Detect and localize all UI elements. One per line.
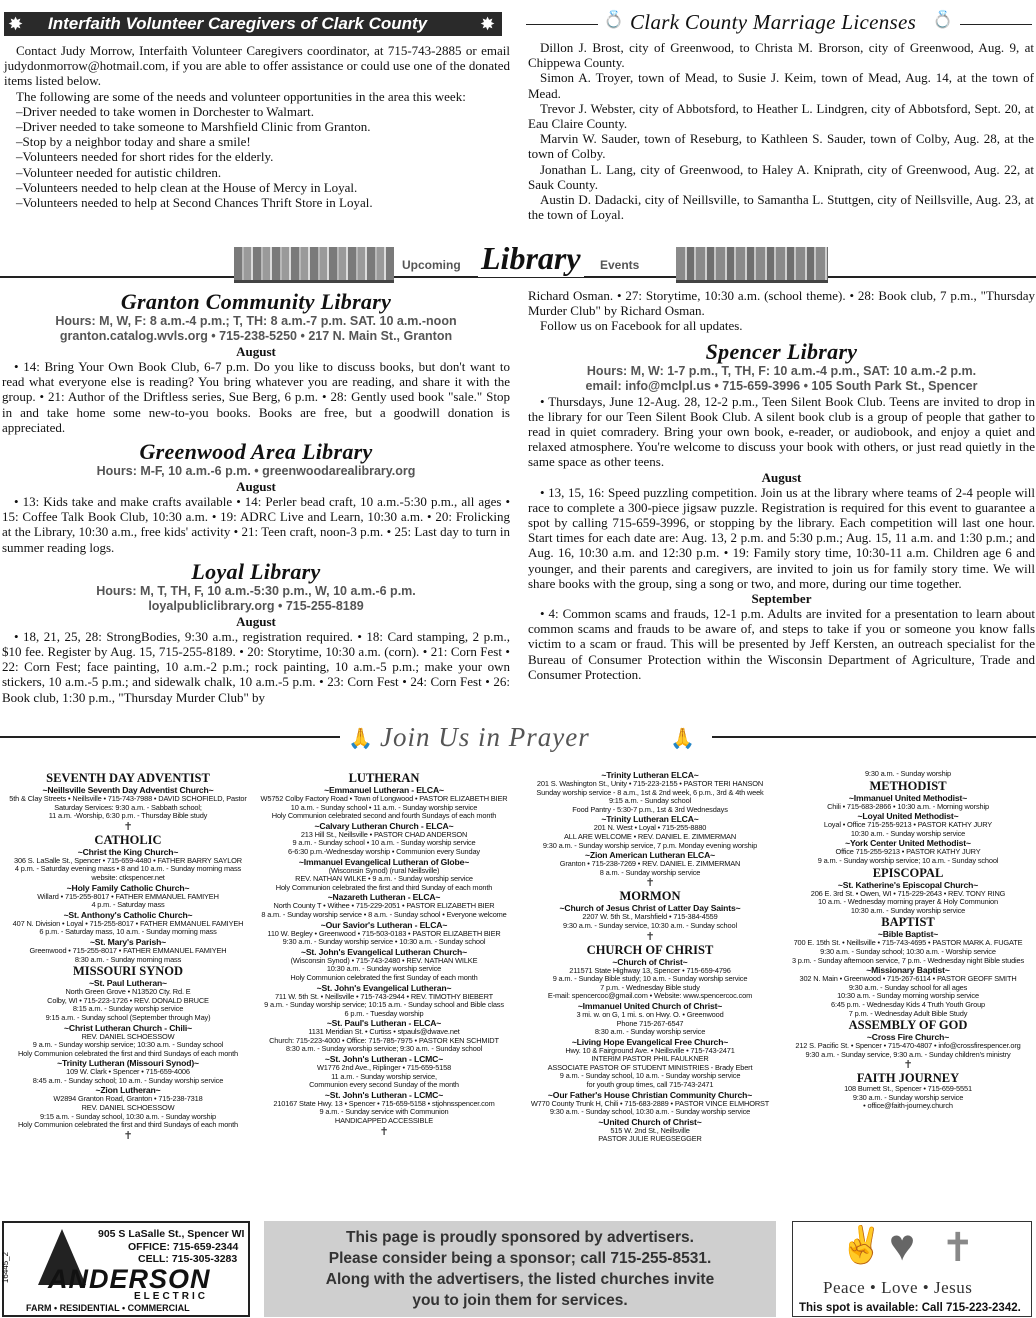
church-detail: 9:15 a.m. - Sunday school (September through May) <box>45 1013 211 1022</box>
church-detail: 3 p.m. - Sunday afternoon service, 7 p.m. - Wednesday night Bible studies <box>791 956 1025 965</box>
cross-icon: ✝ <box>123 820 133 833</box>
church-detail: Holy Communion celebrated the first and third Sundays of each month <box>17 1049 238 1058</box>
denomination-heading: EPISCOPAL <box>872 865 944 880</box>
church-detail: 9:30 a.m. - Sunday service, 10:30 a.m. - Sunday school <box>563 921 737 930</box>
loyal-title: Loyal Library <box>191 558 321 584</box>
denomination-heading: MISSOURI SYNOD <box>72 964 184 979</box>
praying-hands-icon: 🙏 <box>348 728 373 750</box>
church-detail: Holy Communion celebrated the first Sunday of each month <box>290 973 478 982</box>
spencer-title: Spencer Library <box>705 338 858 364</box>
church-detail: REV. DANIEL SCHOESSOW <box>81 1104 175 1113</box>
church-name: ~Holy Family Catholic Church~ <box>66 882 190 893</box>
spencer-hours: Hours: M, W: 1-7 p.m., T, TH, F: 10 a.m.-4 p.m., SAT: 10 a.m.-2 p.m. <box>586 363 977 378</box>
church-detail: 201 N. West • Loyal • 715-255-8880 <box>593 824 707 833</box>
greenwood-events: • 13: Kids take and make crafts available • 14: Perler bead craft, 10 a.m.-5:30 p.m., all ages • 15: Coffee Talk Book Club, 10:30 a.m. • 19: ADRC Live and Learn, 10:30 a.m. • 20: Frolicking at the Library, 10:30 a.m., free kids' activity • 21: Teen craft, noon-3 p.m. • 25: Last day to turn in summer reading logs. <box>2 494 510 555</box>
church-detail: 8:30 a.m. - Sunday worship service <box>594 1028 706 1037</box>
denomination-heading: BAPTIST <box>881 915 935 930</box>
church-detail: 6 p.m. - Tuesday worship <box>344 1009 424 1018</box>
anderson-office: OFFICE: 715-659-2344 <box>128 1241 239 1253</box>
marriage-rule-left <box>526 24 598 25</box>
church-detail: Sunday worship service - 8 a.m., 1st & 2nd week, 6 p.m., 3rd & 4th week <box>536 788 764 797</box>
church-name: ~Immanuel United Church of Christ~ <box>577 1000 723 1011</box>
church-detail: 9:30 a.m. - Sunday worship service, 7 p.m. Monday evening worship <box>542 841 758 850</box>
church-detail: 302 N. Main • Greenwood • 715-267-6114 • PASTOR GEOFF SMITH <box>799 975 1017 984</box>
church-detail: Saturday Services: 9:30 a.m. - Sabbath school; <box>54 803 202 812</box>
church-detail: 306 S. LaSalle St., Spencer • 715-659-4480 • FATHER BARRY SAYLOR <box>14 856 242 865</box>
church-detail: 6:45 p.m. - Wednesday Kids 4 Truth Youth Group <box>830 1000 985 1009</box>
church-detail: (Wisconsin Synod) (rural Neillsville) <box>328 866 440 875</box>
church-detail: 109 W. Clark • Spencer • 715-659-4006 <box>66 1068 190 1077</box>
greenwood-month: August <box>236 479 276 495</box>
peace-hand-icon: ✌ <box>839 1225 884 1265</box>
library-banner-library: Library <box>478 240 584 277</box>
cross-icon: ✝ <box>903 1059 913 1072</box>
denomination-heading: FAITH JOURNEY <box>856 1071 960 1086</box>
church-detail: 201 S. Washington St., Unity • 715-223-2155 • PASTOR TERI HANSON <box>536 780 764 788</box>
church-name: ~York Center United Methodist~ <box>845 838 971 849</box>
loyal-events: • 18, 21, 25, 28: StrongBodies, 9:30 a.m., registration required. • 18: Card stamping, 2 p.m., $10 fee. Register by Aug. 15, 715-255-8189. • 20: Storytime, 10:30 a.m. (corn). • 21: Corn Fest • 22: Corn Fest; face painting, 10 a.m.-2 p.m.; rock painting, 10 a.m.-5 p.m.; make your own stickers, 10 a.m.-5 p.m.; and sidewalk chalk, 10 a.m.-5 p.m. • 23: Corn Fest • 24: Corn Fest • 26: Book club, 1:30 p.m., "Thursday Murder Club" by <box>2 628 510 705</box>
church-detail: 9 a.m. - Sunday school • 10 a.m. - Sunday worship service <box>292 839 476 848</box>
church-detail: 8:30 a.m. - Sunday morning mass <box>74 955 182 964</box>
marriage-rule-right <box>960 24 1032 25</box>
church-name: ~Our Father's House Christian Community Church~ <box>547 1089 753 1100</box>
marriage-item: Dillon J. Brost, city of Greenwood, to Christa M. Brorson, city of Greenwood, Aug. 9, at Chippewa County. <box>528 40 1034 71</box>
church-name: ~St. John's Evangelical Lutheran~ <box>316 982 452 993</box>
bookshelf-left-icon <box>234 247 394 283</box>
church-name: ~Calvary Lutheran Church - ELCA~ <box>314 820 454 831</box>
church-detail: 9:15 a.m. - Sunday school <box>608 797 692 806</box>
church-detail: PASTOR JULIE RUEGSEGGER <box>598 1135 702 1144</box>
sponsor-box <box>264 1221 776 1317</box>
church-name: ~Nazareth Lutheran - ELCA~ <box>327 892 441 903</box>
church-detail: 213 Hill St., Neillsville • PASTOR CHAD ANDERSON <box>300 830 468 839</box>
greenwood-title: Greenwood Area Library <box>139 439 373 465</box>
church-detail: Hwy. 10 & Fairground Ave. • Neillsville • 715-743-2471 <box>565 1046 735 1055</box>
church-name: ~Church of Christ~ <box>612 956 688 967</box>
bookshelf-right-icon <box>676 247 828 283</box>
prayer-title: Join Us in Prayer <box>380 722 590 752</box>
denomination-heading: CATHOLIC <box>94 832 162 847</box>
church-detail: 1131 Meridian St. • Curtiss • stpauls@dwave.net <box>308 1028 460 1037</box>
granton-month: August <box>236 344 276 359</box>
church-name: ~Christ Lutheran Church - Chili~ <box>64 1022 192 1033</box>
granton-contact: granton.catalog.wvls.org • 715-238-5250 • 217 N. Main St., Granton <box>59 329 453 343</box>
church-detail: 10:30 a.m. - Sunday worship service <box>850 906 966 915</box>
granton-title: Granton Community Library <box>120 289 392 314</box>
library-left-column <box>2 290 510 705</box>
church-detail: North County T • Withee • 715-229-2051 • PASTOR ELIZABETH BIER <box>273 902 495 911</box>
church-name: ~Zion Lutheran~ <box>95 1085 161 1096</box>
heart-icon: ♥ <box>889 1221 916 1270</box>
church-name: ~St. John's Lutheran - LCMC~ <box>324 1089 444 1100</box>
sponsor-line: This page is proudly sponsored by advertisers. <box>346 1229 694 1246</box>
church-detail: REV. DANIEL SCHOESSOW <box>81 1032 175 1041</box>
church-name: ~Church of Jesus Christ of Latter Day Saints~ <box>559 903 741 914</box>
marriage-item: Jonathan L. Lang, city of Greenwood, to Haley A. Kniprath, city of Greenwood, Aug. 22, at Sauk County. <box>528 161 1034 192</box>
caregivers-item: –Volunteers needed to help at Second Chances Thrift Store in Loyal. <box>16 195 373 211</box>
church-detail: 10 a.m. - Sunday school • 11 a.m. - Sunday worship service <box>290 803 478 812</box>
church-detail: Greenwood • 715-255-8017 • FATHER EMMANUEL FAMIYEH <box>29 946 227 955</box>
church-detail: 9 a.m. - Sunday worship service; 10:15 a.m. - Sunday school and Bible class <box>264 1001 504 1010</box>
cross-icon: ✝ <box>645 877 655 890</box>
church-name: ~St. John's Lutheran - LCMC~ <box>324 1054 444 1065</box>
church-detail: 9:30 a.m. - Sunday school for all ages <box>848 983 968 992</box>
caregivers-item: –Driver needed to take women in Dorchester to Walmart. <box>16 103 314 119</box>
cross-icon: ✝ <box>645 930 655 943</box>
caregivers-header <box>4 12 502 36</box>
spencer-month-september: September <box>751 591 812 607</box>
loyal-events-continued: Richard Osman. • 27: Storytime, 10:30 a.m. (school theme). • 28: Book club, 7 p.m., "Thursday Murder Club" by Richard Osman. <box>528 288 1035 319</box>
library-banner-upcoming: Upcoming <box>402 258 461 272</box>
church-detail: 10 a.m. - Wednesday morning prayer & Holy Communion <box>818 898 998 907</box>
church-detail: 9 a.m. - Sunday Bible study; 10 a.m. - Sunday worship service <box>552 975 748 984</box>
church-name: ~Missionary Baptist~ <box>866 965 950 976</box>
church-name: ~Emmanuel Lutheran - ELCA~ <box>324 785 444 795</box>
church-detail: 6-6:30 p.m.-Wednesday worship • Communion every Sunday <box>288 847 480 856</box>
church-detail: North Green Grove • N13520 Cty. Rd. E <box>65 988 191 997</box>
church-detail: W2894 Granton Road, Granton • 715-238-7318 <box>53 1095 203 1104</box>
church-detail: 10:30 a.m. - Sunday worship service <box>850 829 966 838</box>
anderson-ad <box>2 1221 250 1317</box>
loyal-hours: Hours: M, T, TH, F, 10 a.m.-5:30 p.m., W, 10 a.m.-6 p.m. <box>96 583 416 598</box>
sponsor-line: Please consider being a sponsor; call 715-255-8531. <box>328 1250 712 1267</box>
church-detail: website: ctkspencer.net <box>91 873 165 882</box>
marriage-item: Simon A. Troyer, town of Mead, to Susie J. Keim, town of Mead, Aug. 14, at the town of Mead. <box>528 70 1034 101</box>
library-right-column <box>528 288 1035 682</box>
church-detail: REV. NATHAN WILKE • 9 a.m. - Sunday worship service <box>295 875 473 884</box>
church-detail: Food Pantry - 5:30-7 p.m., 1st & 3rd Wednesdays <box>572 805 728 814</box>
church-detail: Colby, WI • 715-223-1726 • REV. DONALD BRUCE <box>47 996 209 1005</box>
church-name: ~St. Paul's Lutheran - ELCA~ <box>326 1018 442 1029</box>
church-detail: 210167 State Hwy. 13 • Spencer • 715-659-5158 • stjohnsspencer.com <box>273 1099 495 1108</box>
church-detail: E-mail: spencercoc@gmail.com • Website: www.spencercoc.com <box>547 992 753 1001</box>
church-name: ~Loyal United Methodist~ <box>857 811 959 822</box>
denomination-heading: ASSEMBLY OF GOD <box>848 1018 968 1033</box>
loyal-facebook: Follow us on Facebook for all updates. <box>540 318 743 334</box>
church-detail: 9 a.m. - Sunday service with Communion <box>319 1108 449 1117</box>
church-detail: for youth group times, call 715-743-2471 <box>586 1081 714 1090</box>
caregivers-body <box>4 43 510 210</box>
sponsor-line: Along with the advertisers, the listed churches invite <box>325 1271 715 1288</box>
caregivers-lead: The following are some of the needs and volunteer opportunities in the area this week: <box>16 88 466 104</box>
peace-ad <box>792 1221 1032 1317</box>
church-detail: 8 a.m. - Sunday worship service • 8 a.m. - Sunday school • Everyone welcome <box>261 910 507 919</box>
church-detail: Church: 715-223-4000 • Office: 715-785-7975 • PASTOR KEN SCHMIDT <box>269 1036 499 1045</box>
denomination-heading: MORMON <box>619 889 681 904</box>
church-name: ~Immanuel Evangelical Lutheran of Globe~ <box>298 856 470 867</box>
spencer-contact: email: info@mclpl.us • 715-659-3996 • 105 South Park St., Spencer <box>585 378 978 393</box>
church-name: ~St. Mary's Parish~ <box>89 936 167 947</box>
church-detail: 9 a.m. - Sunday school, 10 a.m. - Sunday worship service <box>559 1072 741 1081</box>
denomination-heading: SEVENTH DAY ADVENTIST <box>46 771 210 785</box>
church-detail: INTERIM PASTOR PHIL FAULKNER <box>591 1055 709 1064</box>
marriage-title: Clark County Marriage Licenses <box>630 10 917 34</box>
ad-id: 16445_2 <box>1 1251 11 1284</box>
sponsor-line: you to join them for services. <box>412 1292 628 1309</box>
caregivers-title: Interfaith Volunteer Caregivers of Clark County <box>48 14 428 33</box>
cross-icon: ✝ <box>941 1225 975 1270</box>
anderson-address: 905 S LaSalle St., Spencer WI <box>98 1228 245 1240</box>
marriage-item: Marvin W. Sauder, town of Reseburg, to Kathleen S. Sauder, town of Colby, Aug. 28, at the town of Colby. <box>528 131 1034 162</box>
church-detail: 8 a.m. - Sunday worship service <box>599 868 701 877</box>
church-detail: Office 715-255-9213 • PASTOR KATHY JURY <box>835 848 981 857</box>
anderson-cell: CELL: 715-305-3283 <box>138 1253 238 1265</box>
church-name: ~Immanuel United Methodist~ <box>848 792 968 803</box>
church-name: ~Trinity Lutheran ELCA~ <box>601 814 699 825</box>
church-name: ~Cross Fire Church~ <box>866 1032 950 1043</box>
spencer-month-august: August <box>761 469 802 485</box>
church-detail: 10:30 a.m. - Sunday morning worship service <box>837 992 979 1001</box>
church-detail: Willard • 715-255-8017 • FATHER EMMANUEL FAMIYEH <box>37 892 219 901</box>
marriage-item: Austin D. Dadacki, city of Neillsville, to Samantha L. Stuttgen, city of Neillsville, Aug. 23, at the town of Loyal. <box>528 192 1034 223</box>
church-detail: 211571 State Highway 13, Spencer • 715-659-4796 <box>569 966 731 975</box>
church-detail: 206 E. 3rd St. • Owen, WI • 715-229-2643 • REV. TONY RING <box>810 889 1006 898</box>
church-detail: 8:45 a.m. - Sunday school; 10 a.m. - Sunday worship service <box>32 1076 224 1085</box>
church-detail: 7 p.m. - Wednesday Adult Bible Study <box>848 1009 968 1018</box>
church-detail: 711 W. 5th St. • Neillsville • 715-743-2944 • REV. TIMOTHY BIEBERT <box>274 992 494 1001</box>
spot-available: This spot is available: Call 715-223-2342. <box>799 1302 1021 1314</box>
church-detail: W770 County Trunk H, Chili • 715-683-2889 • PASTOR VINCE ELMHORST <box>530 1099 770 1108</box>
church-name: ~St. Paul Lutheran~ <box>89 978 167 989</box>
church-name: ~Trinity Lutheran ELCA~ <box>601 770 699 780</box>
church-detail: Chili • 715-683-2866 • 10:30 a.m. - Morning worship <box>827 802 989 811</box>
church-detail: Holy Communion celebrated the first and third Sundays of each month <box>17 1121 238 1130</box>
church-detail: 8:15 a.m. - Sunday worship service <box>72 1005 184 1014</box>
caregivers-item: –Stop by a neighbor today and share a smile! <box>16 134 251 150</box>
church-detail: Communion every second Sunday of the month <box>309 1081 459 1090</box>
church-name: ~Zion American Lutheran ELCA~ <box>585 850 715 861</box>
granton-events: • 14: Bring Your Own Book Club, 6-7 p.m. Do you like to discuss books, but don't want to read what everyone else is reading? You bring whatever you are reading, and share it with the group. • 21: Author of the Driftless series, Sue Berg, 6 p.m. • 28: Gently used book "sale." Stop in and take home some new-to-you books. Books are free, but a goodwill donation is appreciated. <box>2 359 510 435</box>
church-detail: 9:30 a.m. - Sunday school, 10:30 a.m. - Sunday worship service <box>549 1108 751 1117</box>
church-detail: Holy Communion celebrated the first and third Sunday of each month <box>275 883 493 892</box>
church-detail: 9:30 a.m. - Sunday worship service <box>852 1093 964 1102</box>
church-detail: W1776 2nd Ave., Riplinger • 715-659-5158 <box>316 1064 452 1073</box>
anderson-name: ANDERSON <box>48 1264 211 1294</box>
church-detail: 4 p.m. - Saturday evening mass • 8 and 10 a.m. - Sunday morning mass <box>14 865 242 874</box>
church-name: ~Neillsville Seventh Day Adventist Church~ <box>42 785 214 795</box>
church-detail: 700 E. 15th St. • Neillsville • 715-743-4695 • PASTOR MARK A. FUGATE <box>793 939 1023 948</box>
spencer-intro: • Thursdays, June 12-Aug. 28, 12-2 p.m., Teen Silent Book Club. Teens are invited to drop in the library for our Teen Silent Book Club. A silent book club is a group of people that gather to read in quiet comradery. Bring your own book, e-reader, or audiobook, and enjoy a quiet and relaxed atmosphere. You're welcome to discuss your book with others, or just read quietly in the same space as other teens. <box>528 393 1035 470</box>
church-detail: 9:30 a.m. - Sunday school; 10:30 a.m. - Worship service <box>820 947 996 956</box>
church-detail: 9 a.m. - Sunday worship service; 10:30 a.m. - Sunday school <box>32 1041 224 1050</box>
church-detail: 212 S. Pacific St. • Spencer • 715-470-4807 • info@crossfirespencer.org <box>795 1042 1021 1051</box>
church-detail: ALL ARE WELCOME • REV. DANIEL E. ZIMMERMAN <box>563 832 737 841</box>
caregivers-item: –Volunteers needed to help clean at the House of Mercy in Loyal. <box>16 179 358 195</box>
church-detail: 8:30 a.m. - Sunday worship service; 9:30 a.m. - Sunday school <box>285 1045 483 1054</box>
caregivers-item: –Volunteer needed for autistic children. <box>16 164 222 180</box>
prayer-rule-left <box>0 736 340 738</box>
church-column-3 <box>522 770 778 1144</box>
church-detail: 7 p.m. - Wednesday Bible study <box>600 983 700 992</box>
denomination-heading: LUTHERAN <box>348 771 420 785</box>
church-detail: 9:30 a.m. - Sunday worship <box>864 770 952 778</box>
church-detail: 407 N. Division • Loyal • 715-255-8017 • FATHER EMMANUEL FAMIYEH <box>12 919 244 928</box>
caregivers-item: –Volunteers needed for short rides for the elderly. <box>16 149 274 165</box>
church-detail: 3 mi. w. on G, 1 mi. s. on Hwy. O. • Greenwood <box>576 1010 724 1019</box>
praying-hands-icon: 🙏 <box>670 728 695 750</box>
church-detail: • office@faith-journey.church <box>863 1102 953 1111</box>
church-column-1 <box>2 771 254 1142</box>
granton-hours: Hours: M, W, F: 8 a.m.-4 p.m.; T, TH: 8 a.m.-7 p.m. SAT. 10 a.m.-noon <box>55 314 457 328</box>
church-detail: 515 W. 2nd St., Neillsville <box>610 1126 690 1135</box>
ring-icon: 💍 <box>932 10 954 29</box>
church-detail: 9:30 a.m. - Sunday service, 9:30 a.m. - Sunday children's ministry <box>805 1050 1011 1059</box>
church-detail: 9:15 a.m. - Sunday school, 10:30 a.m. - Sunday worship <box>40 1112 216 1121</box>
church-name: ~St. John's Evangelical Lutheran Church~ <box>300 946 468 957</box>
anderson-tagline: FARM • RESIDENTIAL • COMMERCIAL <box>26 1303 190 1313</box>
church-column-4 <box>782 770 1034 1111</box>
church-detail: (Wisconsin Synod) • 715-743-2480 • REV. NATHAN WILKE <box>290 956 478 965</box>
anderson-electric: ELECTRIC <box>134 1291 208 1302</box>
loyal-month: August <box>236 613 276 629</box>
caregivers-intro: Contact Judy Morrow, Interfaith Volunteer Caregivers coordinator, at 715-743-2885 or email judydonmorrow@hotmail.com, if you are able to offer assistance or could use one of the donated items listed below. <box>4 43 510 89</box>
church-column-2 <box>256 771 512 1138</box>
peace-love-jesus: Peace • Love • Jesus <box>823 1278 973 1297</box>
church-detail: Holy Communion celebrated second and fourth Sundays of each month <box>271 812 497 821</box>
cross-icon: ✝ <box>379 1125 389 1138</box>
church-detail: HANDICAPPED ACCESSIBLE <box>334 1117 434 1126</box>
church-detail: 10:30 a.m. - Sunday worship service <box>326 965 442 974</box>
church-detail: 11 a.m. -Worship, 6:30 p.m. - Thursday Bible study <box>48 812 208 821</box>
church-detail: 5th & Clay Streets • Neillsville • 715-743-7988 • DAVID SCHOFIELD, Pastor <box>9 795 247 803</box>
church-detail: Loyal • Office 715-255-9213 • PASTOR KATHY JURY <box>823 821 993 830</box>
church-detail: 110 W. Begley • Greenwood • 715-503-0183 • PASTOR ELIZABETH BIER <box>267 929 501 938</box>
ring-icon: 💍 <box>603 10 625 29</box>
church-name: ~Bible Baptist~ <box>877 929 939 940</box>
church-name: ~United Church of Christ~ <box>598 1116 702 1127</box>
church-detail: 6 p.m. - Saturday mass, 10 a.m. - Sunday morning mass <box>39 928 217 937</box>
marriage-item: Trevor J. Webster, city of Abbotsford, to Heather L. Lindgren, city of Abbotsford, Sept. 20, at Eau Claire County. <box>528 100 1034 132</box>
prayer-rule-right <box>712 736 1036 738</box>
starburst-icon: ✸ <box>480 14 496 34</box>
church-name: ~St. Katherine's Episcopal Church~ <box>837 879 979 890</box>
church-detail: 9 a.m. - Sunday worship service; 10 a.m. - Sunday school <box>817 856 999 865</box>
denomination-heading: CHURCH OF CHRIST <box>586 942 714 957</box>
starburst-icon: ✸ <box>8 14 24 34</box>
church-detail: 108 Burnett St., Spencer • 715-659-5551 <box>844 1085 972 1094</box>
church-name: ~Our Savior's Lutheran - ELCA~ <box>320 919 448 930</box>
church-detail: 4 p.m. - Saturday mass <box>91 901 165 910</box>
church-name: ~Living Hope Evangelical Free Church~ <box>571 1036 729 1047</box>
library-banner-events: Events <box>600 258 640 272</box>
church-detail: ASSOCIATE PASTOR OF STUDENT MINISTRIES - Brady Ebert <box>547 1063 753 1072</box>
church-detail: Granton • 715-238-7269 • REV. DANIEL E. ZIMMERMAN <box>559 860 741 869</box>
cross-icon: ✝ <box>123 1129 133 1142</box>
denomination-heading: METHODIST <box>869 778 947 793</box>
spencer-august-events: • 13, 15, 16: Speed puzzling competition. Join us at the library where teams of 2-4 people will race to complete a 300-piece jigsaw puzzle. Registration is required for this event to guarantee a spot by calling 715-659-3996, or stopping by the library. Each competition will last one hour. Start times for each date are: Aug. 13, 2 p.m. and 5:30 p.m.; Aug. 15, 11 a.m. and 1:30 p.m.; and Aug. 16, 10:30 a.m. and 12:30 p.m. • 19: Family story time, 10:30-11 a.m. Children age 6 and younger, and their parents and caregivers, are invited to join us for family story time. We will share books with the group, sing a song or two, and more, during our time together. <box>528 484 1035 591</box>
greenwood-hours: Hours: M-F, 10 a.m.-6 p.m. • greenwoodarealibrary.org <box>96 464 416 479</box>
marriage-list <box>528 40 1034 222</box>
church-detail: Phone 715-267-6547 <box>616 1019 684 1028</box>
church-detail: W5752 Colby Factory Road • Town of Longwood • PASTOR ELIZABETH BIER <box>260 795 508 803</box>
church-detail: 2207 W. 5th St., Marshfield • 715-384-4559 <box>582 913 718 922</box>
caregivers-item: –Driver needed to take someone to Marshfield Clinic from Granton. <box>16 119 371 135</box>
loyal-contact: loyalpubliclibrary.org • 715-255-8189 <box>148 598 364 613</box>
church-detail: 9:30 a.m. - Sunday worship service • 10:30 a.m. - Sunday school <box>282 938 486 947</box>
church-name: ~St. Anthony's Catholic Church~ <box>63 909 193 920</box>
church-detail: 11 a.m. - Sunday worship service, <box>331 1072 437 1081</box>
church-name: ~Trinity Lutheran (Missouri Synod)~ <box>57 1058 199 1069</box>
church-name: ~Christ the King Church~ <box>77 846 179 857</box>
spencer-september-events: • 4: Common scams and frauds, 12-1 p.m. Adults are invited for a presentation to learn about common scams and frauds to be aware of, and steps to take if you or someone you know falls victim to a scam or fraud. This will be presented by Jeff Kersten, an outreach specialist for the Bureau of Consumer Protection within the Wisconsin Department of Agriculture, Trade and Consumer Protection. <box>528 606 1035 682</box>
